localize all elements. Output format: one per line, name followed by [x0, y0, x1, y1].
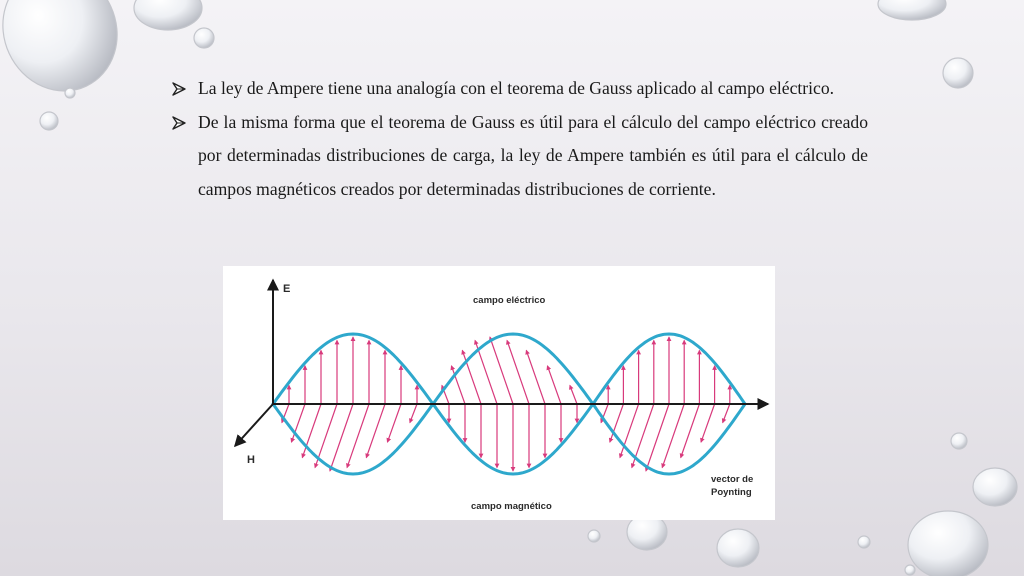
water-drop [40, 112, 58, 130]
poynting-label-line2: Poynting [711, 487, 752, 498]
magnetic-field-label: campo magnético [471, 501, 552, 512]
water-drop [973, 468, 1017, 506]
arrow-bullet-icon [172, 116, 186, 130]
water-drop [134, 0, 202, 30]
magnetic-field-arrow [646, 404, 669, 471]
bullet-item [170, 106, 868, 207]
magnetic-field-arrow [366, 404, 385, 458]
poynting-label-line1: vector de [711, 474, 754, 485]
water-drop [908, 511, 988, 576]
electromagnetic-wave-figure [223, 266, 775, 520]
bullet-list [170, 72, 868, 206]
h-axis-label: H [247, 454, 255, 466]
bullet-item [170, 72, 868, 106]
magnetic-field-arrow [701, 404, 715, 442]
magnetic-field-arrow [547, 366, 561, 404]
water-drop [0, 0, 137, 110]
water-drop [65, 88, 75, 98]
magnetic-field-arrow [387, 404, 401, 442]
water-drop [194, 28, 214, 48]
water-drop [905, 565, 915, 575]
electric-field-label: campo eléctrico [473, 295, 546, 306]
water-drop [717, 529, 759, 567]
magnetic-field-arrow [681, 404, 700, 458]
magnetic-field-arrow [570, 385, 577, 404]
magnetic-field-arrow [723, 404, 730, 423]
magnetic-field-arrow [302, 404, 321, 458]
electromagnetic-wave-diagram [223, 266, 775, 520]
h-axis [235, 404, 273, 446]
water-drop [588, 530, 600, 542]
bullet-text: De la misma forma que el teorema de Gauss es útil para el cálculo del campo eléctrico creado por determinadas distribuciones de carga, la ley de Ampere también es útil para el cálculo de campos magnéticos creados por determinadas distribuciones de corriente. [198, 111, 868, 199]
magnetic-field-arrow [462, 350, 481, 404]
water-drop [943, 58, 973, 88]
water-drop [878, 0, 946, 20]
water-drop [858, 536, 870, 548]
water-drop [951, 433, 967, 449]
magnetic-field-arrow [410, 404, 417, 423]
magnetic-field-arrow [526, 350, 545, 404]
arrow-bullet-icon [172, 82, 186, 96]
e-axis-label: E [283, 283, 291, 295]
bullet-text: La ley de Ampere tiene una analogía con el teorema de Gauss aplicado al campo eléctrico. [198, 78, 835, 98]
